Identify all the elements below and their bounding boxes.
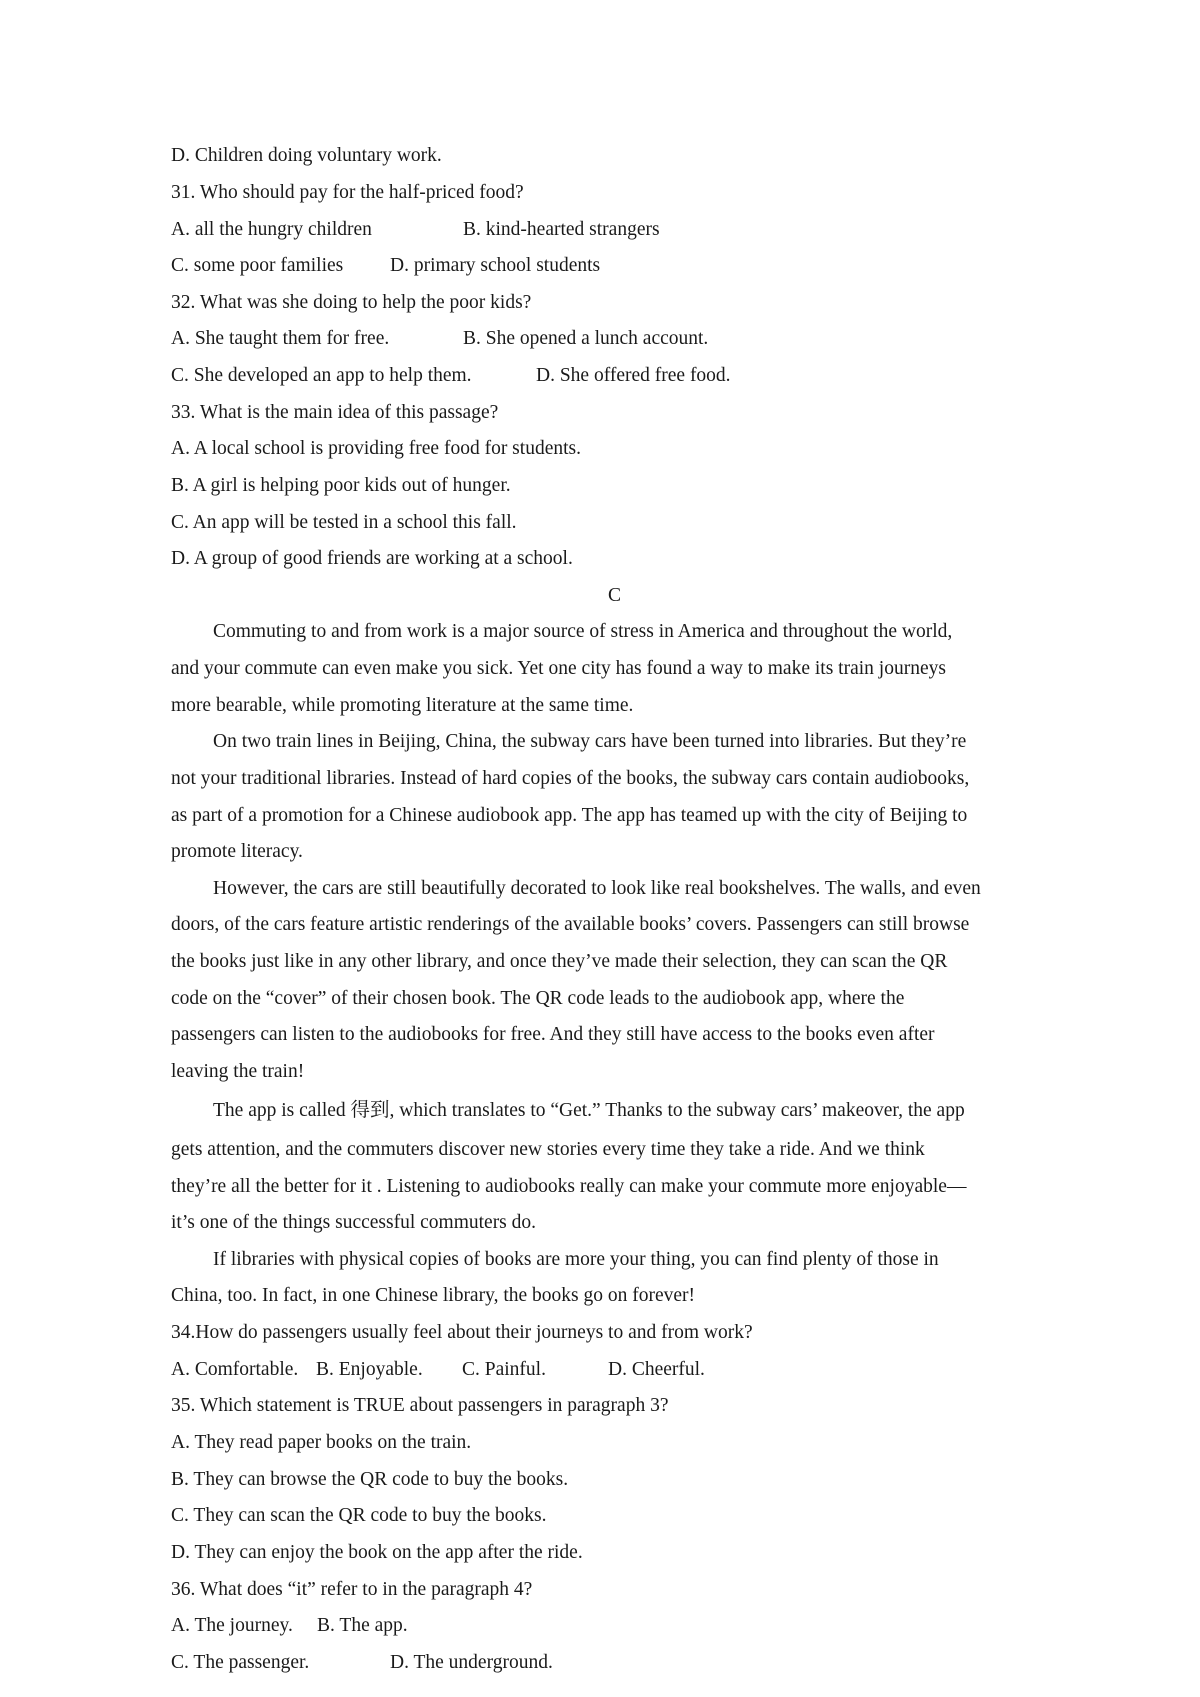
- option-d-q30: D. Children doing voluntary work.: [171, 145, 442, 166]
- passage-line: it’s one of the things successful commuters do.: [171, 1212, 537, 1233]
- section-heading: C: [607, 585, 621, 606]
- option-a-q31: A. all the hungry children: [171, 219, 372, 240]
- passage-line: China, too. In fact, in one Chinese library, the books go on forever!: [171, 1285, 696, 1306]
- passage-line: and your commute can even make you sick. Yet one city has found a way to make its train journeys: [171, 658, 946, 679]
- option-c-q35: C. They can scan the QR code to buy the books.: [171, 1505, 547, 1526]
- option-b-q35: B. They can browse the QR code to buy the books.: [171, 1469, 569, 1490]
- passage-line: doors, of the cars feature artistic renderings of the available books’ covers. Passengers can still browse: [171, 914, 970, 935]
- options-q31-row1: [171, 218, 660, 242]
- option-c-q33: C. An app will be tested in a school this fall.: [171, 512, 517, 533]
- passage-line: The app is called 得到, which translates to “Get.” Thanks to the subway cars’ makeover, the app: [213, 1100, 965, 1121]
- question-33: 33. What is the main idea of this passage?: [171, 402, 499, 423]
- options-q36-row2: [171, 1651, 553, 1675]
- options-q32-row2: [171, 364, 731, 388]
- option-a-q36: A. The journey.: [171, 1615, 293, 1636]
- option-a-q33: A. A local school is providing free food for students.: [171, 438, 581, 459]
- option-c-q36: C. The passenger.: [171, 1652, 310, 1673]
- option-b-q36: B. The app.: [317, 1615, 408, 1636]
- passage-line: Commuting to and from work is a major source of stress in America and throughout the world,: [213, 621, 953, 642]
- passage-line: as part of a promotion for a Chinese audiobook app. The app has teamed up with the city of Beijing to: [171, 805, 968, 826]
- passage-line: gets attention, and the commuters discover new stories every time they take a ride. And we think: [171, 1139, 925, 1160]
- option-d-q34: D. Cheerful.: [608, 1359, 705, 1380]
- option-a-q35: A. They read paper books on the train.: [171, 1432, 472, 1453]
- passage-line: On two train lines in Beijing, China, the subway cars have been turned into libraries. But they’re: [213, 731, 967, 752]
- options-q36-row1: [171, 1614, 408, 1638]
- option-d-q36: D. The underground.: [390, 1652, 553, 1673]
- question-35: 35. Which statement is TRUE about passengers in paragraph 3?: [171, 1395, 669, 1416]
- option-b-q34: B. Enjoyable.: [316, 1359, 423, 1380]
- passage-line: leaving the train!: [171, 1061, 305, 1082]
- passage-line: If libraries with physical copies of books are more your thing, you can find plenty of those in: [213, 1249, 939, 1270]
- passage-line: However, the cars are still beautifully decorated to look like real bookshelves. The walls, and even: [213, 878, 981, 899]
- question-36: 36. What does “it” refer to in the paragraph 4?: [171, 1579, 533, 1600]
- option-a-q32: A. She taught them for free.: [171, 328, 390, 349]
- question-34: 34.How do passengers usually feel about their journeys to and from work?: [171, 1322, 753, 1343]
- passage-line: the books just like in any other library, and once they’ve made their selection, they can scan the QR: [171, 951, 948, 972]
- option-a-q34: A. Comfortable.: [171, 1359, 299, 1380]
- option-c-q32: C. She developed an app to help them.: [171, 365, 472, 386]
- option-d-q31: D. primary school students: [390, 255, 601, 276]
- passage-line: they’re all the better for it . Listening to audiobooks really can make your commute more enjoyable—: [171, 1176, 967, 1197]
- option-c-q31: C. some poor families: [171, 255, 344, 276]
- passage-line: more bearable, while promoting literature at the same time.: [171, 695, 634, 716]
- option-b-q33: B. A girl is helping poor kids out of hunger.: [171, 475, 511, 496]
- option-c-q34: C. Painful.: [462, 1359, 546, 1380]
- options-q34: [171, 1358, 705, 1382]
- option-b-q32: B. She opened a lunch account.: [463, 328, 709, 349]
- passage-line: not your traditional libraries. Instead of hard copies of the books, the subway cars contain audiobooks,: [171, 768, 970, 789]
- options-q31-row2: [171, 254, 600, 278]
- question-32: 32. What was she doing to help the poor kids?: [171, 292, 532, 313]
- passage-line: passengers can listen to the audiobooks for free. And they still have access to the books even after: [171, 1024, 935, 1045]
- options-q32-row1: [171, 327, 708, 351]
- question-31: 31. Who should pay for the half-priced food?: [171, 182, 524, 203]
- passage-line: code on the “cover” of their chosen book. The QR code leads to the audiobook app, where the: [171, 988, 905, 1009]
- option-d-q35: D. They can enjoy the book on the app after the ride.: [171, 1542, 583, 1563]
- option-d-q33: D. A group of good friends are working at a school.: [171, 548, 573, 569]
- option-b-q31: B. kind-hearted strangers: [463, 219, 660, 240]
- option-d-q32: D. She offered free food.: [536, 365, 731, 386]
- passage-line: promote literacy.: [171, 841, 303, 862]
